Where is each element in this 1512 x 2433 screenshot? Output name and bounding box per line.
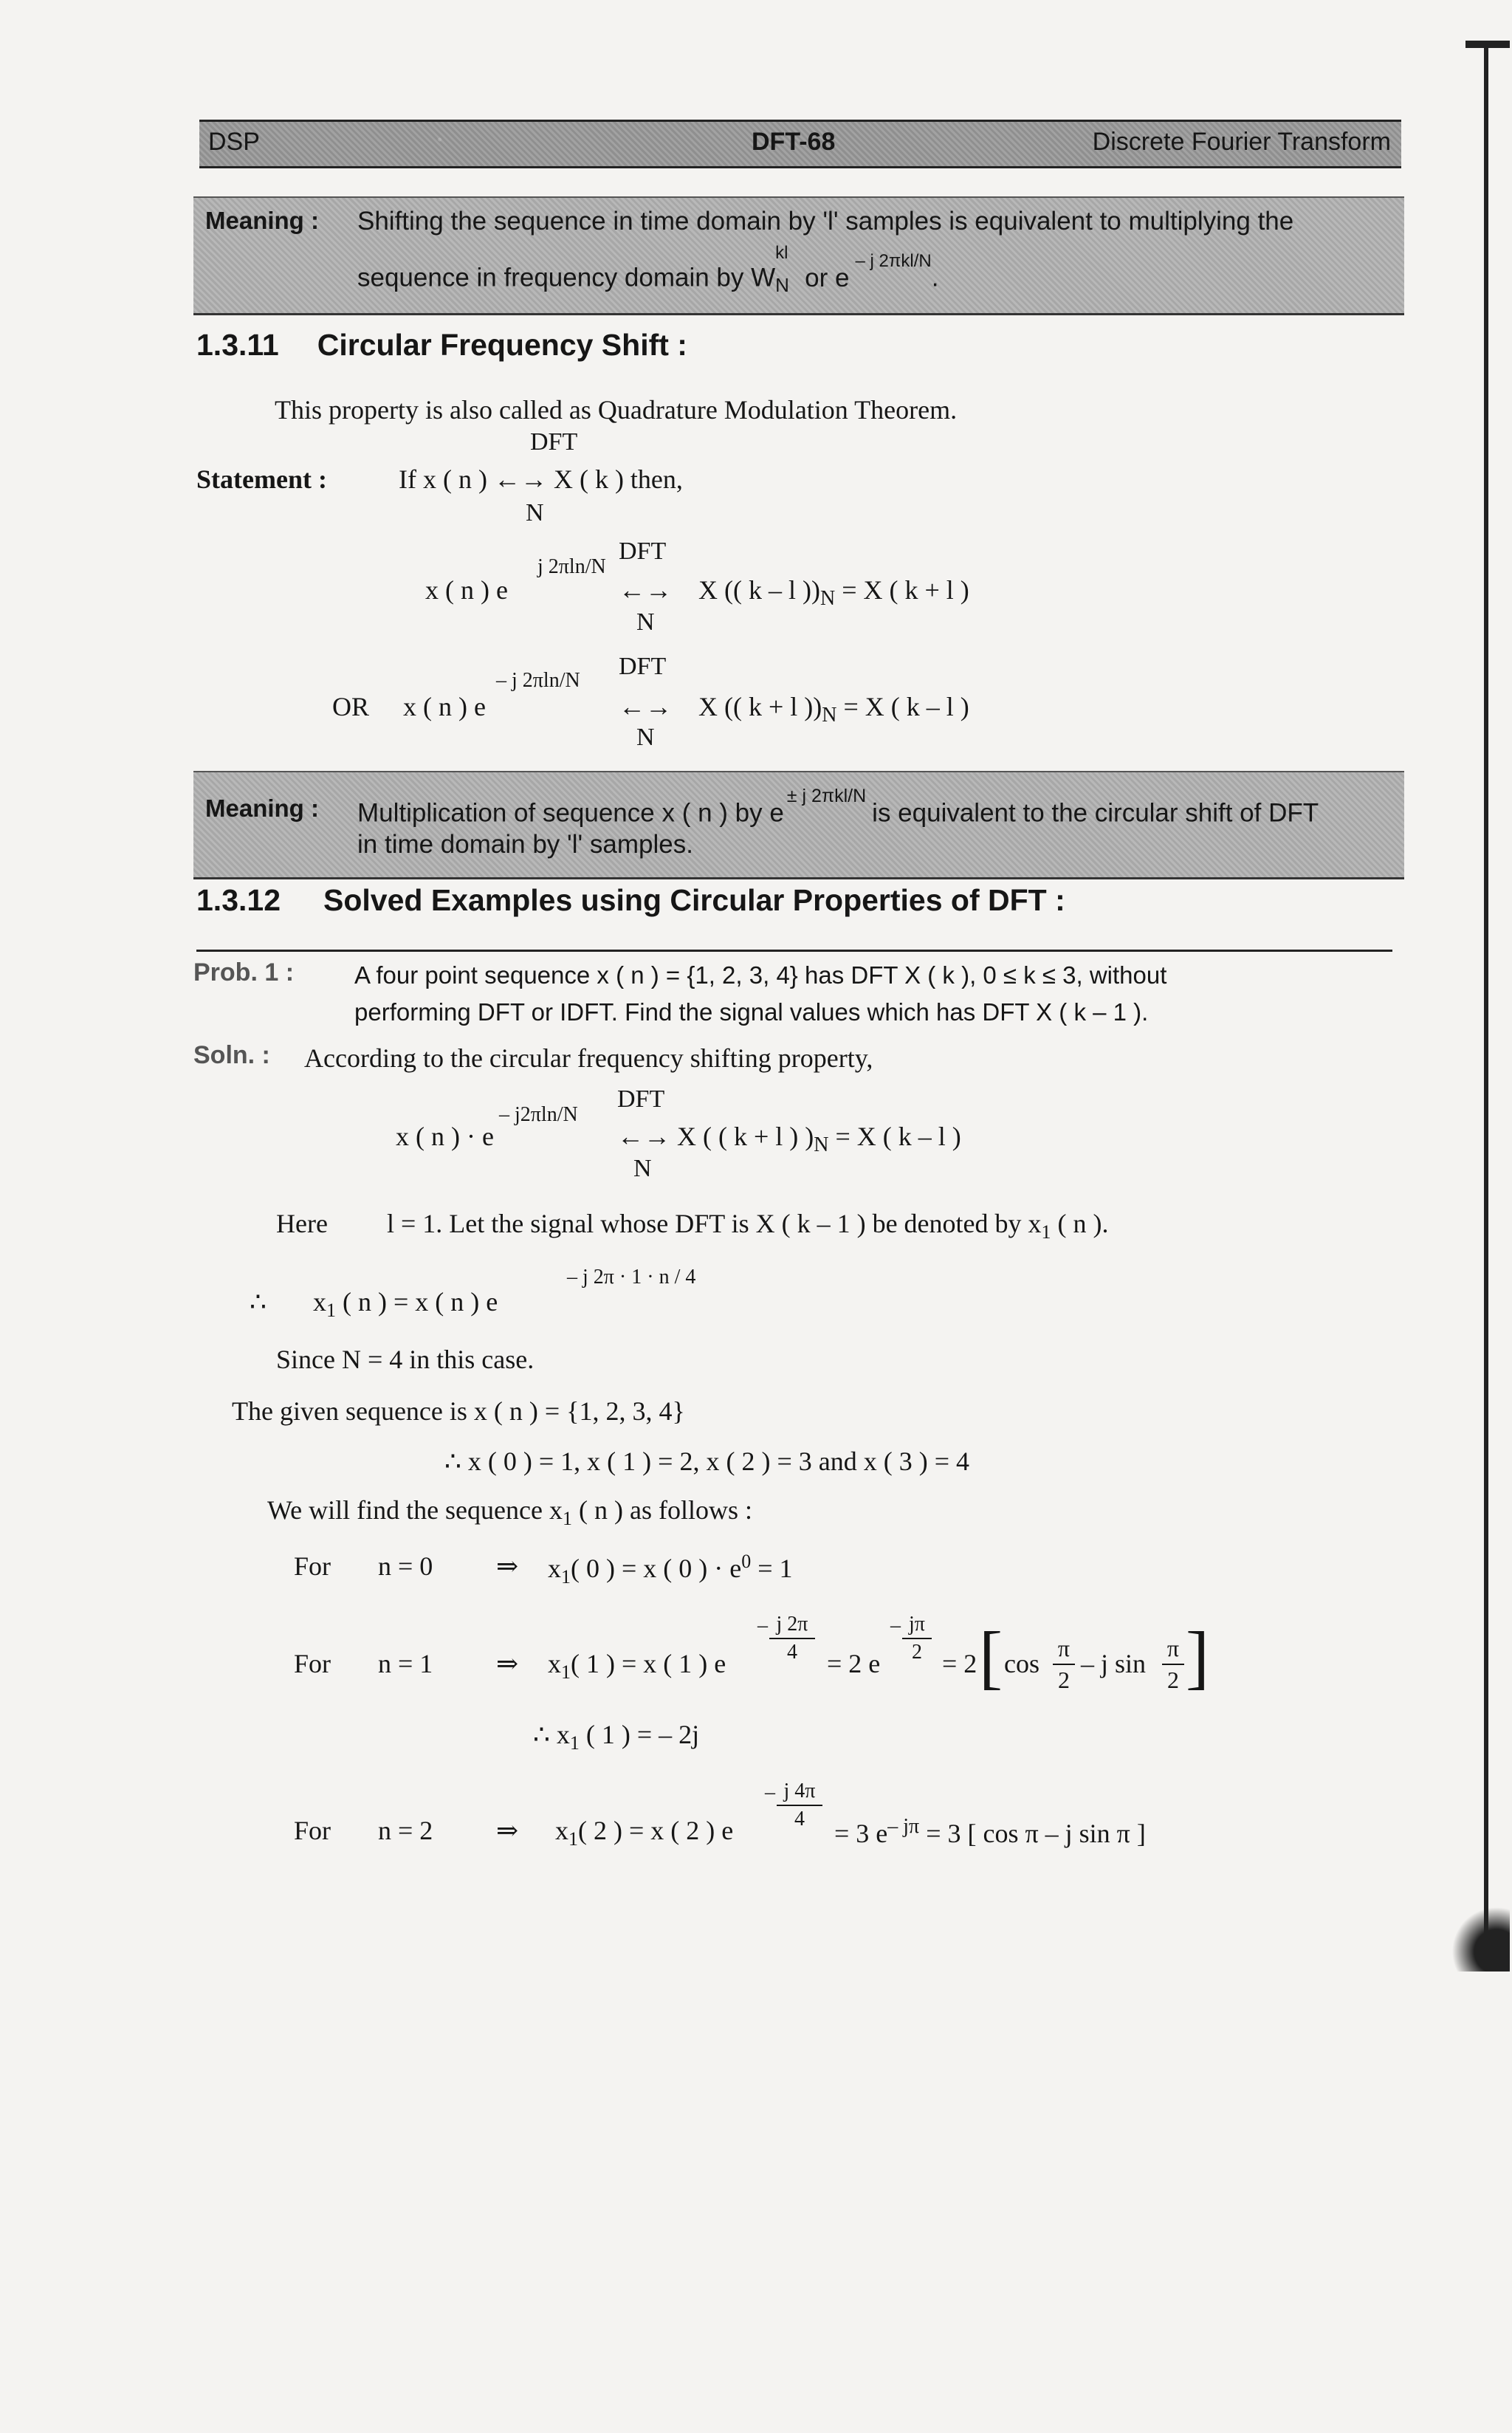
here-label: Here bbox=[276, 1209, 328, 1238]
n0-expression: $x_1$( 0 ) = x ( 0 ) · $e^0 = 1$ bbox=[548, 1551, 793, 1588]
eq1-rhs: X (( k – l ))$_N = X$ ( k + l ) bbox=[698, 575, 969, 611]
eq2-n-label: N bbox=[636, 724, 655, 751]
soln-eq-n-label: N bbox=[633, 1155, 652, 1182]
eq1-lhs: x ( n ) e bbox=[425, 575, 508, 605]
x1-exponent: – j 2π · 1 · n / 4 bbox=[567, 1266, 696, 1288]
prob-label: Prob. 1 : bbox=[193, 958, 295, 986]
meaning-box-2 bbox=[193, 771, 1404, 879]
n1-minus-sign-1: – bbox=[757, 1614, 768, 1637]
section-heading-1312: 1.3.12 Solved Examples using Circular Properties of DFT : bbox=[196, 883, 1065, 917]
n1-eq-2: = 2 bbox=[942, 1649, 977, 1678]
n1-implies: ⇒ bbox=[496, 1649, 519, 1678]
x1-definition: $x_1$ ( n ) = x ( n ) e bbox=[313, 1287, 498, 1322]
statement-text: If x ( n ) ←→ X ( k ) then, bbox=[399, 464, 683, 494]
intro-paragraph: This property is also called as Quadrature Modulation Theorem. bbox=[275, 395, 958, 425]
n0-implies: ⇒ bbox=[496, 1551, 519, 1581]
n2-mid: = 3 $e^{- j\pi} = 3$ [ cos π – j sin π ] bbox=[834, 1815, 1146, 1848]
header-page-number: DFT-68 bbox=[752, 128, 836, 156]
eq1-n-label: N bbox=[636, 608, 655, 636]
n1-mid: = 2 e bbox=[827, 1649, 881, 1678]
n1-pi-over-2-b: π 2 bbox=[1162, 1635, 1184, 1694]
find-sequence-line: We will find the sequence $x_1$ ( n ) as follows : bbox=[267, 1495, 752, 1530]
eq2-lhs: x ( n ) e bbox=[403, 692, 486, 721]
eq2-or-label: OR bbox=[332, 692, 370, 721]
header-right: Discrete Fourier Transform bbox=[1092, 128, 1391, 156]
soln-label: Soln. : bbox=[193, 1041, 270, 1069]
eq1-dft-label: DFT bbox=[619, 538, 667, 565]
eq1-exponent: j 2πln/N bbox=[537, 555, 606, 578]
n2-value: n = 2 bbox=[378, 1816, 433, 1845]
meaning2-text-line2: in time domain by 'l' samples. bbox=[357, 830, 693, 859]
n1-for: For bbox=[294, 1649, 331, 1678]
eq2-exponent: – j 2πln/N bbox=[496, 669, 580, 692]
prob-text-line1: A four point sequence x ( n ) = {1, 2, 3, 4} has DFT X ( k ), 0 ≤ k ≤ 3, without bbox=[354, 961, 1167, 989]
n1-left-bracket: [ bbox=[979, 1617, 1003, 1696]
therefore-symbol: ∴ bbox=[250, 1287, 267, 1317]
n1-result: ∴ $x_1$ ( 1 ) = – 2j bbox=[533, 1720, 700, 1754]
eq1-arrow: ←→ bbox=[619, 575, 672, 605]
given-sequence-line: The given sequence is x ( n ) = {1, 2, 3, 4} bbox=[232, 1396, 685, 1426]
meaning-text-line1: Shifting the sequence in time domain by 'l' samples is equivalent to multiplying the bbox=[357, 207, 1294, 236]
eq2-arrow: ←→ bbox=[619, 692, 672, 721]
n1-exponent-fraction-1: j 2π 4 bbox=[769, 1613, 815, 1664]
n2-minus-sign: – bbox=[765, 1781, 775, 1804]
n0-for: For bbox=[294, 1551, 331, 1581]
n1-value: n = 1 bbox=[378, 1649, 433, 1678]
meaning2-text-line1: Multiplication of sequence x ( n ) by $e^{\pm j 2\pi kl/N}is$ equivalent to the circular shift of DFT bbox=[357, 786, 1319, 828]
n2-expression: $x_1$( 2 ) = x ( 2 ) e bbox=[555, 1816, 734, 1850]
prob-text-line2: performing DFT or IDFT. Find the signal values which has DFT X ( k – 1 ). bbox=[354, 998, 1149, 1026]
meaning-text-line2: sequence in frequency domain by W kl N or $e^{- j 2\pi kl/N}$. bbox=[357, 242, 939, 296]
meaning-label: Meaning : bbox=[205, 207, 319, 234]
section-heading-1311: 1.3.11 Circular Frequency Shift : bbox=[196, 328, 687, 362]
n1-minus-sign-2: – bbox=[890, 1614, 901, 1637]
n1-pi-over-2-a: π 2 bbox=[1053, 1635, 1075, 1694]
soln-eq-dft-label: DFT bbox=[617, 1085, 665, 1113]
section-rule bbox=[196, 950, 1392, 952]
here-text: l = 1. Let the signal whose DFT is X ( k – 1 ) be denoted by $x_1$ ( n ). bbox=[387, 1209, 1109, 1243]
meaning-label: Meaning : bbox=[205, 795, 319, 822]
statement-dft-label: DFT bbox=[530, 428, 578, 456]
n1-exponent-fraction-2: jπ 2 bbox=[902, 1613, 932, 1664]
soln-eq-lhs: x ( n ) · e bbox=[396, 1122, 494, 1151]
meaning-box-1 bbox=[193, 196, 1404, 315]
n0-value: n = 0 bbox=[378, 1551, 433, 1581]
soln-intro: According to the circular frequency shifting property, bbox=[304, 1043, 873, 1073]
eq2-rhs: X (( k + l ))$_N = X$ ( k – l ) bbox=[698, 692, 969, 727]
n1-right-bracket: ] bbox=[1186, 1617, 1209, 1696]
statement-label: Statement : bbox=[196, 464, 327, 494]
statement-n-label: N bbox=[526, 499, 544, 526]
sequence-values-line: ∴ x ( 0 ) = 1, x ( 1 ) = 2, x ( 2 ) = 3 and x ( 3 ) = 4 bbox=[444, 1447, 969, 1476]
eq2-dft-label: DFT bbox=[619, 653, 667, 680]
n1-cos: cos bbox=[1004, 1649, 1040, 1678]
n1-expression: $x_1$( 1 ) = x ( 1 ) e bbox=[548, 1649, 726, 1684]
running-header bbox=[199, 120, 1401, 168]
soln-eq-exponent: – j2πln/N bbox=[499, 1103, 578, 1126]
since-line: Since N = 4 in this case. bbox=[276, 1345, 535, 1374]
n2-for: For bbox=[294, 1816, 331, 1845]
soln-eq-rhs: ←→ X ( ( k + l ) )$_N = X$ ( k – l ) bbox=[617, 1122, 961, 1157]
page-edge-blot bbox=[1443, 1905, 1510, 1972]
n1-jsin: – j sin bbox=[1081, 1649, 1147, 1678]
header-left: DSP bbox=[208, 128, 260, 156]
n2-exponent-fraction: j 4π 4 bbox=[777, 1780, 822, 1831]
page-edge bbox=[1484, 44, 1488, 1935]
n2-implies: ⇒ bbox=[496, 1816, 519, 1845]
